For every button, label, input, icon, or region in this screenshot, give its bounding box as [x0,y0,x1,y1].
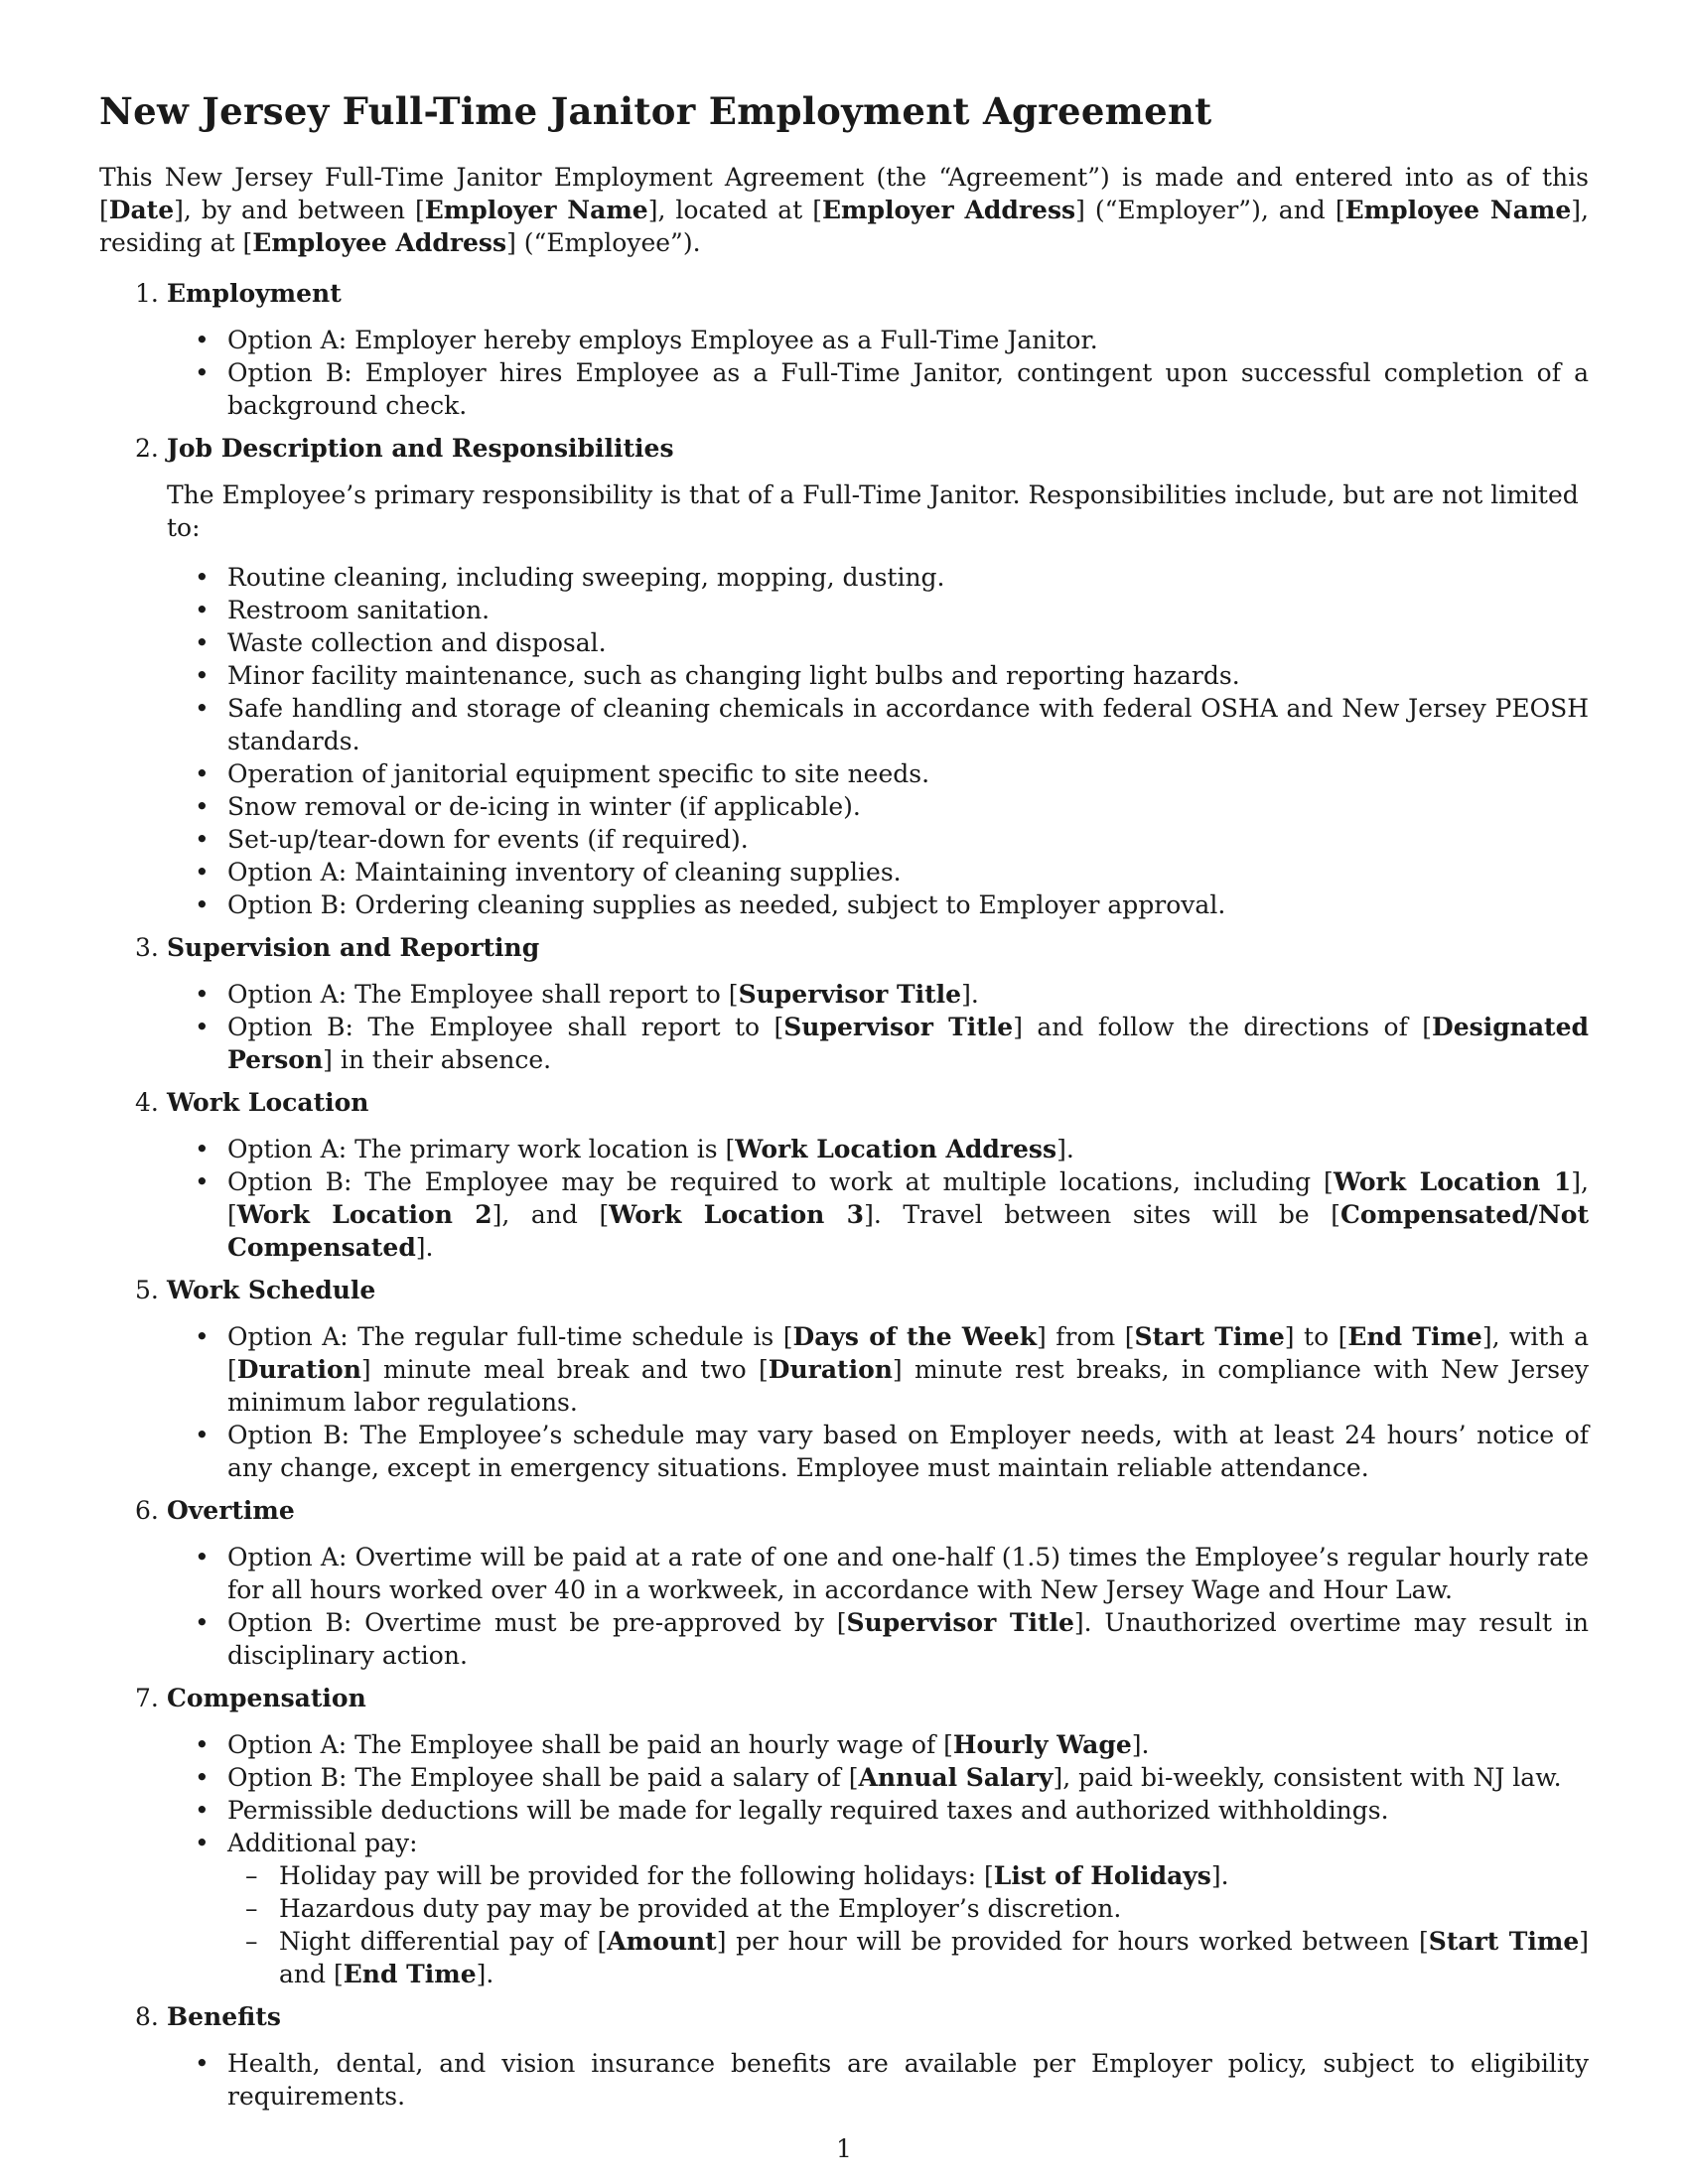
text-run: Waste collection and disposal. [227,628,607,657]
text-run: ] and [ [279,1927,1589,1988]
placeholder-field: Employee Address [252,228,507,257]
text-run: Option A: The Employee shall be paid an hourly wage of [ [227,1730,953,1759]
bullet-list [167,1320,1589,1484]
list-item [167,888,1589,921]
list-item [167,757,1589,790]
section-heading: Work Location [167,1088,369,1117]
text-run: ], and [ [492,1200,610,1229]
bullet-list [167,561,1589,921]
text-run: ], residing at [ [99,196,1589,257]
bullet-list [167,324,1589,422]
text-run: ] (“Employee”). [506,228,701,257]
section-2 [99,432,1589,921]
section-3 [99,931,1589,1076]
list-item [167,692,1589,757]
section-heading: Benefits [167,2002,281,2031]
text-run: ]. Travel between sites will be [ [864,1200,1341,1229]
text-run: Option A: Maintaining inventory of cleaning supplies. [227,858,902,887]
text-run: This New Jersey Full-Time Janitor Employment Agreement (the “Agreement”) is made and entered into as of this [99,163,1589,192]
list-item [167,823,1589,856]
placeholder-field: Supervisor Title [738,980,962,1009]
list-item [167,856,1589,888]
text-run: ], by and between [ [174,196,425,224]
intro-paragraph [99,161,1589,259]
text-run: Hazardous duty pay may be provided at the Employer’s discretion. [279,1894,1122,1923]
placeholder-field: List of Holidays [993,1861,1211,1890]
list-item [167,594,1589,626]
text-run: Option A: The primary work location is [ [227,1135,736,1163]
text-run: Night differential pay of [ [279,1927,608,1956]
document-title: New Jersey Full-Time Janitor Employment Agreement [99,89,1212,133]
placeholder-field: Employer Address [821,196,1076,224]
section-number: 5. [135,1276,159,1304]
text-run: ] in their absence. [323,1045,552,1074]
sections-list [99,277,1589,2113]
placeholder-field: Duration [236,1355,361,1384]
placeholder-field: Work Location Address [735,1135,1057,1163]
text-run: Option A: Employer hereby employs Employee as a Full-Time Janitor. [227,326,1098,354]
sub-list-item [227,1925,1589,1990]
section-1 [99,277,1589,422]
section-8 [99,2000,1589,2113]
text-run: Option B: Ordering cleaning supplies as needed, subject to Employer approval. [227,890,1226,919]
text-run: ]. [1131,1730,1150,1759]
text-run: Restroom sanitation. [227,596,491,624]
list-item [167,2047,1589,2113]
placeholder-field: End Time [343,1960,477,1988]
text-run: Holiday pay will be provided for the following holidays: [ [279,1861,994,1890]
text-run: [ [99,196,109,224]
text-run: ], paid bi-weekly, consistent with NJ law. [1053,1763,1562,1792]
text-run: Minor facility maintenance, such as changing light bulbs and reporting hazards. [227,661,1240,690]
list-item [167,1728,1589,1761]
text-run: Health, dental, and vision insurance benefits are available per Employer policy, subject to eligibility requirements. [227,2049,1589,2111]
text-run: ] and follow the directions of [ [1013,1013,1433,1041]
placeholder-field: End Time [1347,1322,1482,1351]
text-run: Option A: Overtime will be paid at a rate of one and one-half (1.5) times the Employee’s regular hourly rate for all hours worked over 40 in a workweek, in accordance with New Jersey Wage and Hour Law. [227,1543,1589,1604]
text-run: Permissible deductions will be made for legally required taxes and authorized withholdings. [227,1796,1389,1825]
text-run: Option B: The Employee shall report to [ [227,1013,784,1041]
list-item [167,1541,1589,1606]
document-page [99,89,1589,2122]
list-item [167,1419,1589,1484]
list-item [167,1794,1589,1827]
placeholder-field: Work Location 1 [1333,1167,1572,1196]
text-run: Routine cleaning, including sweeping, mopping, dusting. [227,563,945,592]
placeholder-field: Work Location 2 [236,1200,492,1229]
section-heading: Compensation [167,1684,366,1712]
bullet-list [167,1728,1589,1990]
sub-list-item [227,1892,1589,1925]
text-run: ], with a [ [227,1322,1589,1384]
list-item [167,1827,1589,1990]
list-item [167,1165,1589,1264]
placeholder-field: Duration [768,1355,893,1384]
placeholder-field: Employee Name [1344,196,1572,224]
placeholder-field: Work Location 3 [609,1200,865,1229]
section-heading: Employment [167,279,342,308]
text-run: Option A: The Employee shall report to [ [227,980,739,1009]
bullet-list [167,978,1589,1076]
text-run: ]. [1210,1861,1229,1890]
bullet-list [167,2047,1589,2113]
placeholder-field: Start Time [1134,1322,1285,1351]
list-item [167,1761,1589,1794]
text-run: ] minute meal break and two [ [360,1355,769,1384]
section-paragraph: The Employee’s primary responsibility is that of a Full-Time Janitor. Responsibilities include, but are not limited to: [167,480,1579,542]
section-heading: Job Description and Responsibilities [167,434,674,463]
text-run: ] from [ [1037,1322,1135,1351]
placeholder-field: Hourly Wage [952,1730,1132,1759]
list-item [167,561,1589,594]
list-item [167,659,1589,692]
list-item [167,356,1589,422]
list-item [167,1320,1589,1419]
text-run: ] (“Employer”), and [ [1075,196,1345,224]
section-heading: Work Schedule [167,1276,376,1304]
sub-list-item [227,1859,1589,1892]
list-item [167,626,1589,659]
section-5 [99,1274,1589,1484]
section-number: 7. [135,1684,159,1712]
placeholder-field: Supervisor Title [846,1608,1074,1637]
text-run: Option B: Employer hires Employee as a Full-Time Janitor, contingent upon successful completion of a background check. [227,358,1589,420]
section-number: 2. [135,434,159,463]
section-number: 3. [135,933,159,962]
text-run: Operation of janitorial equipment specific to site needs. [227,759,930,788]
text-run: ]. [961,980,979,1009]
placeholder-field: Employer Name [424,196,648,224]
placeholder-field: Compensated/Not Compensated [227,1200,1590,1262]
list-item [167,1011,1589,1076]
text-run: ], [ [227,1167,1589,1229]
text-run: Set-up/tear-down for events (if required). [227,825,749,854]
section-4 [99,1086,1589,1264]
placeholder-field: Supervisor Title [783,1013,1014,1041]
text-run: ]. [476,1960,494,1988]
text-run: Option B: Overtime must be pre-approved by [ [227,1608,847,1637]
list-item [167,978,1589,1011]
text-run: ]. [1056,1135,1074,1163]
text-run: Option A: The regular full-time schedule is [ [227,1322,793,1351]
page-number: 1 [836,2134,852,2163]
text-run: Snow removal or de-icing in winter (if applicable). [227,792,861,821]
text-run: ] per hour will be provided for hours worked between [ [716,1927,1429,1956]
section-7 [99,1682,1589,1990]
placeholder-field: Amount [607,1927,717,1956]
text-run: ], located at [ [647,196,822,224]
section-heading: Supervision and Reporting [167,933,540,962]
section-number: 1. [135,279,159,308]
text-run: Option B: The Employee shall be paid a salary of [ [227,1763,859,1792]
placeholder-field: Start Time [1428,1927,1580,1956]
section-6 [99,1494,1589,1672]
text-run: Option B: The Employee’s schedule may vary based on Employer needs, with at least 24 hours’ notice of any change, except in emergency situations. Employee must maintain reliable attendance. [227,1421,1589,1482]
text-run: Option B: The Employee may be required to work at multiple locations, including [ [227,1167,1334,1196]
section-heading: Overtime [167,1496,295,1525]
list-item [167,324,1589,356]
section-number: 8. [135,2002,159,2031]
list-item [167,1606,1589,1672]
placeholder-field: Designated Person [227,1013,1589,1074]
section-number: 6. [135,1496,159,1525]
text-run: Safe handling and storage of cleaning chemicals in accordance with federal OSHA and New Jersey PEOSH standards. [227,694,1589,755]
text-run: Additional pay: [227,1829,418,1857]
placeholder-field: Annual Salary [858,1763,1054,1792]
placeholder-field: Date [108,196,175,224]
text-run: ]. Unauthorized overtime may result in disciplinary action. [227,1608,1589,1670]
list-item [167,1133,1589,1165]
bullet-list [167,1133,1589,1264]
sub-bullet-list [227,1859,1589,1990]
text-run: ]. [415,1233,434,1262]
text-run: ] minute rest breaks, in compliance with New Jersey minimum labor regulations. [227,1355,1589,1417]
list-item [167,790,1589,823]
bullet-list [167,1541,1589,1672]
section-number: 4. [135,1088,159,1117]
text-run: ] to [ [1284,1322,1348,1351]
placeholder-field: Days of the Week [792,1322,1038,1351]
